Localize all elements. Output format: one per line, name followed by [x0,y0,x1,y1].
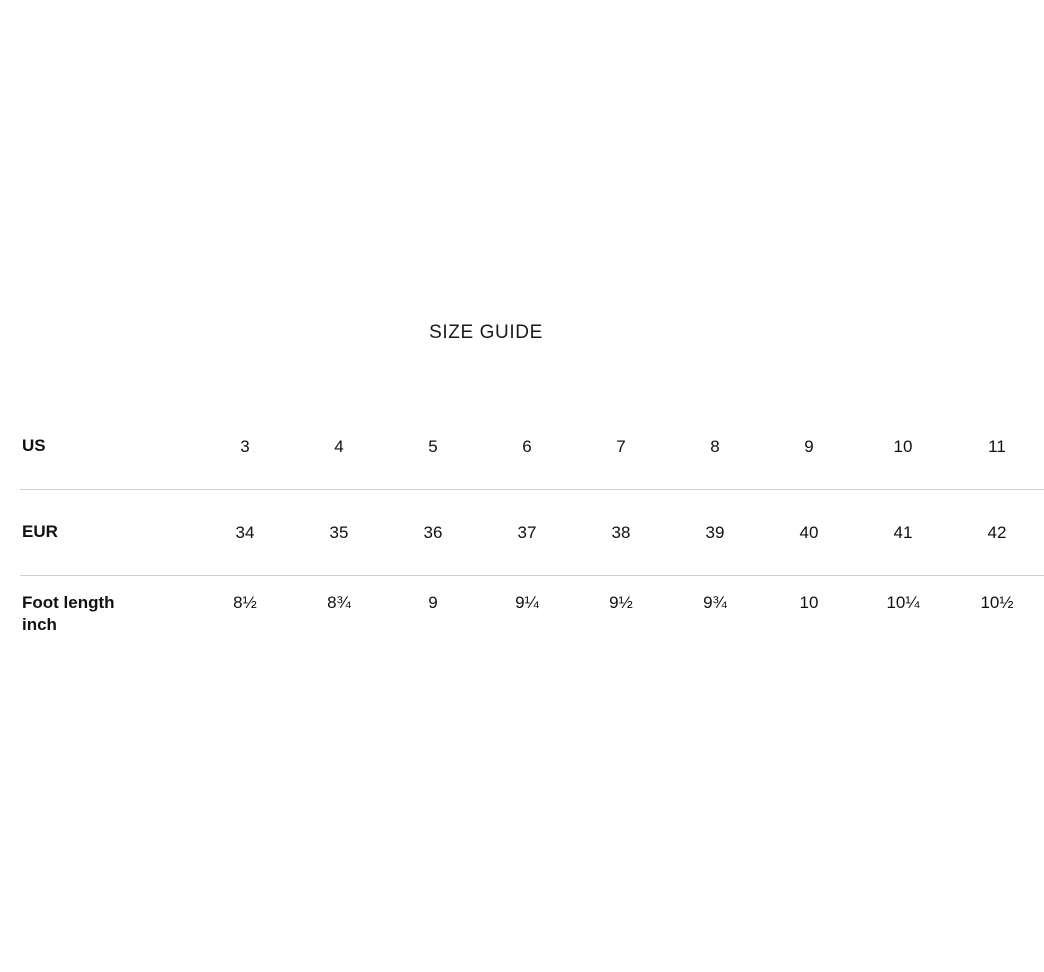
cell-foot-8: 10½ [980,593,1014,612]
cell-us-6: 9 [762,404,856,490]
cell-foot-1: 8¾ [327,593,351,612]
cell-us-7: 10 [856,404,950,490]
cell-eur-7: 41 [856,490,950,576]
size-guide-table [20,404,1044,689]
cell-eur-2: 36 [386,490,480,576]
row-label-foot-length-line1: Foot length [22,593,115,612]
cell-eur-6: 40 [762,490,856,576]
cell-eur-0: 34 [198,490,292,576]
page-title: SIZE GUIDE [429,322,543,343]
cell-us-1: 4 [292,404,386,490]
cell-eur-5: 39 [668,490,762,576]
cell-us-3: 6 [480,404,574,490]
cell-eur-4: 38 [574,490,668,576]
table-row-foot-length [20,576,1044,690]
cell-foot-6: 10 [799,593,819,612]
cell-us-4: 7 [574,404,668,490]
cell-us-5: 8 [668,404,762,490]
row-label-foot-length [20,576,198,690]
row-label-foot-length-line2: inch [22,615,57,635]
cell-us-2: 5 [386,404,480,490]
cell-us-8: 11 [950,404,1044,490]
row-label-eur: EUR [20,490,198,576]
cell-foot-0: 8½ [233,593,257,612]
cell-eur-8: 42 [950,490,1044,576]
cell-eur-1: 35 [292,490,386,576]
row-label-us: US [20,404,198,490]
table-row-us [20,404,1044,490]
cell-foot-2: 9 [428,593,438,612]
cell-eur-3: 37 [480,490,574,576]
cell-foot-4: 9½ [609,593,633,612]
cell-foot-5: 9¾ [703,593,727,612]
cell-us-0: 3 [198,404,292,490]
cell-foot-7: 10¼ [886,593,920,612]
table-row-eur [20,490,1044,576]
cell-foot-3: 9¼ [515,593,539,612]
